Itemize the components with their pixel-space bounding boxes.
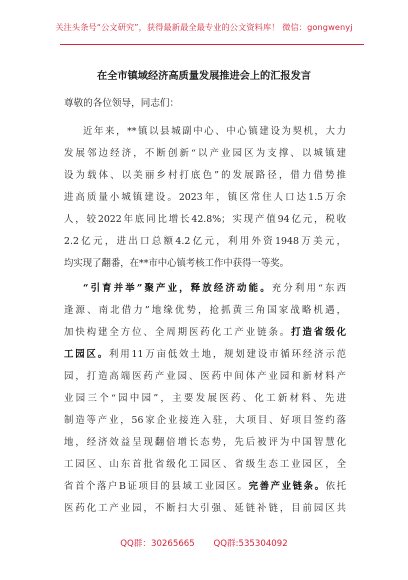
footer bbox=[0, 537, 408, 549]
salutation: 尊敬的各位领导，同志们： bbox=[64, 98, 180, 109]
qq-group-2: QQ群:535304092 bbox=[213, 539, 288, 549]
paragraph-line bbox=[83, 280, 346, 294]
document-title: 在全市镇域经济高质量发展推进会上的汇报发言 bbox=[97, 70, 311, 82]
bold-phrase: 打造省级化 bbox=[291, 327, 346, 338]
line-text: 依托 bbox=[325, 481, 346, 492]
line-text: 充分利用“东西 bbox=[271, 283, 346, 294]
paragraph-line: 均实现了翻番，在**市中心镇考核工作中获得一等奖。 bbox=[64, 258, 290, 269]
line-text: 加快构建全方位、全周期医药化工产业链条。 bbox=[64, 327, 292, 338]
paragraph-line bbox=[64, 346, 346, 360]
paragraph-line: 逢源、南北借力”地缘优势，抢抓黄三角国家战略机遇， bbox=[64, 305, 346, 316]
paragraph-line: 园，打造高端医药产业园、医药中间体产业园和新材料产 bbox=[64, 371, 346, 382]
paragraph-line: 工园区、山东首批省级化工园区、省级生态工业园区，全 bbox=[64, 459, 346, 470]
paragraph-line bbox=[64, 478, 346, 492]
bold-phrase: 完善产业链条。 bbox=[248, 481, 326, 492]
line-text: 省首个落户B证项目的县域工业园区。 bbox=[64, 481, 249, 492]
paragraph-line bbox=[64, 324, 346, 338]
paragraph-line: 进高质量小城镇建设。2023年，镇区常住人口达1.5万余 bbox=[64, 192, 346, 203]
paragraph-line: 制造等产业，56家企业接连入驻，大项目、好项目签约落 bbox=[64, 415, 346, 426]
bold-phrase: 工园区。 bbox=[64, 349, 110, 360]
line-text: 利用11万亩低效土地，规划建设市循环经济示范 bbox=[109, 349, 346, 360]
paragraph-line: 设为载体、以美丽乡村打底色”的发展路径，借力借势推 bbox=[64, 170, 346, 181]
paragraph-line: 2.2亿元，进出口总额4.2亿元，利用外资1948万美元， bbox=[64, 236, 346, 247]
header-banner: 关注头条号“公文研究”，获得最新最全最专业的公文资料库！ 微信：gongwenyj bbox=[55, 22, 353, 32]
paragraph-line: 近年来，**镇以县城副中心、中心镇建设为契机，大力 bbox=[83, 126, 346, 137]
paragraph-line: 医药化工产业园，不断扫大引强、延链补链，目前园区共 bbox=[64, 503, 346, 514]
paragraph-line: 业园三个“园中园”，主要发展医药、化工新材料、先进 bbox=[64, 393, 346, 404]
paragraph-line: 发展邻边经济，不断创新“以产业园区为支撑、以城镇建 bbox=[64, 148, 346, 159]
paragraph-line: 人，较2022年底同比增长42.8%；实现产值94亿元，税收 bbox=[64, 214, 346, 225]
qq-group-1: QQ群：30265665 bbox=[120, 539, 195, 549]
paragraph-line: 地，经济效益呈现翻倍增长态势，先后被评为中国智慧化 bbox=[64, 437, 346, 448]
section-heading: “引育并举”聚产业，释放经济动能。 bbox=[83, 283, 272, 294]
header-divider bbox=[60, 44, 364, 45]
